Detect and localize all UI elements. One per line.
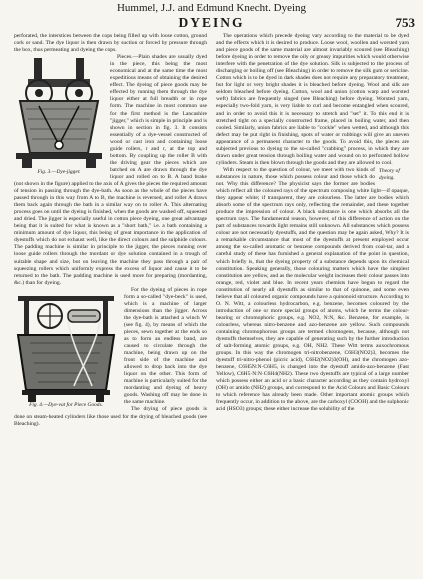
- left-column: [14, 33, 207, 573]
- left-paragraph-3: For the dyeing of pieces in rope form a so-called "dye-beck" is used, which is a machine of larger dimensions than the jigger. Across the dye-bath is attached a winch W (see fig. 4), by means of which the pieces, sewn together at the ends so as to form an endless band, are caused to circulate through the machine, being drawn up on the front side of the machine and allowed to drop back into the dye liquor on the other. This form of machine is particularly suited for the mordanting and dyeing of heavy goods. Washing off may be done in the same machine.: [124, 286, 207, 406]
- left-paragraph-4: The drying of piece goods is done on steam-heated cylinders like those used for the drying of bleached goods (see Bleaching).: [14, 406, 207, 427]
- figure-4-dye-vat: [14, 290, 118, 409]
- left-paragraph-2: Pieces.—Plain shades are usually dyed in the piece, this being the most economical and at the same time the most expeditious means of obtaining the desired effect. The dyeing of piece goods may be effected by running them through the dye liquor either at full breadth or in rope form. The machine in most common use for the first method is the Lancashire "jigger," which is simple in principle and is shown in section in fig. 3. It consists essentially of a dye-vessel constructed of wood or cast iron and containing loose guide rollers, r and r, at the top and bottom. By coupling up the roller B with the driving gear the pieces which are batched on A are drawn through the dye liquor and rolled on to B. A band brake (not shown in the figure) applied to the axis of A gives the pieces the required amount of tension in passing through the dye-bath. As soon as the whole of the pieces have passed through in this way from A to B, the machine is reversed, and roller A draws them back again through the bath in a similar way on to roller A. This alternating process goes on until the dyeing is finished, when the goods are washed off, squeezed and dried. The jigger is especially useful in cotton piece dyeing, one great advantage being that it is suited for what is known as a "short bath," i.e. a bath containing a minimum amount of dye liquor, this being of great importance in the application of dyestuffs which do not exhaust well, like the direct colours and the sulphide colours. The padding machine is similar in principle to the jigger, the pieces running over loose guide rollers through the mordant or dye solution contained in a trough of suitable shape and size, but on leaving the machine they pass through a pair of squeezing rollers which uniformly express the excess of liquor and cause it to be returned to the bath. The padding machine is used more for preparing (mordanting, &c.) than for dyeing.: [14, 54, 207, 286]
- right-column: [216, 33, 409, 573]
- figure-4-caption: Fig. 4.—Dye-vat for Piece Goods.: [29, 401, 103, 408]
- dye-jigger-illustration: [14, 57, 104, 169]
- section-title: DYEING: [178, 15, 245, 30]
- figure-3-dye-jigger: [14, 57, 104, 176]
- page-number: 753: [395, 15, 415, 30]
- margin-note-theory-of-dyeing: Theory of dyeing.: [379, 167, 400, 181]
- left-paragraph-1: perforated, the interstices between the cops being filled up with loose cotton, ground cork or sand. The dye liquor is then drawn by suction or forced by pressure through the box, thus permeating and dyeing the cops.: [14, 33, 207, 54]
- dye-vat-illustration: [14, 290, 118, 402]
- right-paragraph-1: The operations which precede dyeing vary according to the material to be dyed and the effects which it is desired to produce. Loose wool, woollen and worsted yarn and piece goods of the same material are almost invariably scoured (see Bleaching) before dyeing in order to remove the oily or greasy impurities which would otherwise interfere with the penetration of the dye solution. Silk is subjected to the process of discharging or boiling off (see Bleaching) in order to remove the silk gum or sericine. Cotton which is to be dyed in dark shades does not require any preparatory treatment, but for light or very bright shades it is bleached before dyeing. Wool and silk are seldom bleached before dyeing. Cotton, wool and union (cotton warp and worsted weft) fabrics are frequently singed (see Bleaching) before dyeing. Worsted yarn, especially two-fold yarn, is very liable to curl and become entangled when scoured, and in order to avoid this it is necessary to stretch and "set" it. To this end it is stretched tight on a specially constructed frame, placed in boiling water, and then cooled. Similarly, union fabrics are liable to "cockle" when wetted, and although this defect may be put right in finishing, spots of water or rubbings will give an uneven appearance of a permanent character to the goods. To avoid this, the pieces are subjected previous to dyeing to the so-called "crabbing" process, in which they are drawn under great tension through boiling water and wound on to perforated hollow cylinders. Steam is then blown through the goods and they are allowed to cool.: [216, 33, 409, 166]
- right-paragraph-2: With respect to the question of colour, we meet with two kinds of substances in nature, those which possess colour and those which do not. Why this difference? The physicist says the former are bodies which reflect all the coloured rays of the spectrum composing white light—if opaque, they appear white; if transparent, they are colourless. The latter are bodies which absorb some of the spectrum rays only, reflecting the remainder, and these together produce the impression of colour. A black substance is one which absorbs all the spectrum rays. The fundamental reason, however, of this difference of action on the part of substances towards light remains still unknown. All substances which possess colour are not necessarily dyestuffs, and the question may be again asked, Why? It is a remarkable circumstance that most of the dyestuffs at present employed occur among the so-called aromatic or benzene compounds derived from coal-tar, and a careful study of these has furnished a general explanation of the point in question, which briefly is, that the dyeing property of a substance depends upon its chemical constitution. Speaking generally, those colouring matters which have the simplest constitution are yellow, and as the molecular weight increases their colour passes into orange, red, violet and blue. In recent years chemists have begun to regard the constitution of nearly all dyestuffs as similar to that of quinone, and some even believe that all coloured organic compounds have a quinonoid structure. According to O. N. Witt, a colourless hydrocarbon, e.g. benzene, becomes coloured by the introduction of one or more special groups of atoms, which he terms the colour-bearing or chromophoric groups, e.g. NO2, N:N, &c. Benzene, for example, is colourless, whereas nitro-benzene and azo-benzene are yellow. Such compounds containing chromophorous groups are termed chromogens, because, although not dyestuffs themselves, they are capable of generating such by the further introduction of salt-forming atomic groups, e.g. OH, NH2. These Witt terms auxochromous groups. In this way the chromogen tri-nitrobenzene, C6H3(NO2)3, becomes the dyestuff tri-nitro-phenol (picric acid), C6H2(NO2)3(OH), and the chromogen azo-benzene, C6H5N:N·C6H5, is changed into the dyestuff amido-azo-benzene (Fast Yellow), C6H5·N:N·C6H4(NH2). These two dyestuffs are typical of a large number which possess either an acid or a basic character according as they contain hydroxyl (OH) or amido (NH2) groups, and correspond to the Acid Colours and Basic Colours to which reference has already been made. Other important atomic groups which frequently occur, in addition to the above, are the carboxyl (COOH) and the sulphonic acid (HSO3) groups; these either increase the solubility of the: [216, 166, 409, 413]
- figure-3-caption: Fig. 3.—Dye-jigger.: [37, 169, 81, 176]
- running-head: Hummel, J.J. and Edmund Knecht. Dyeing: [116, 2, 307, 14]
